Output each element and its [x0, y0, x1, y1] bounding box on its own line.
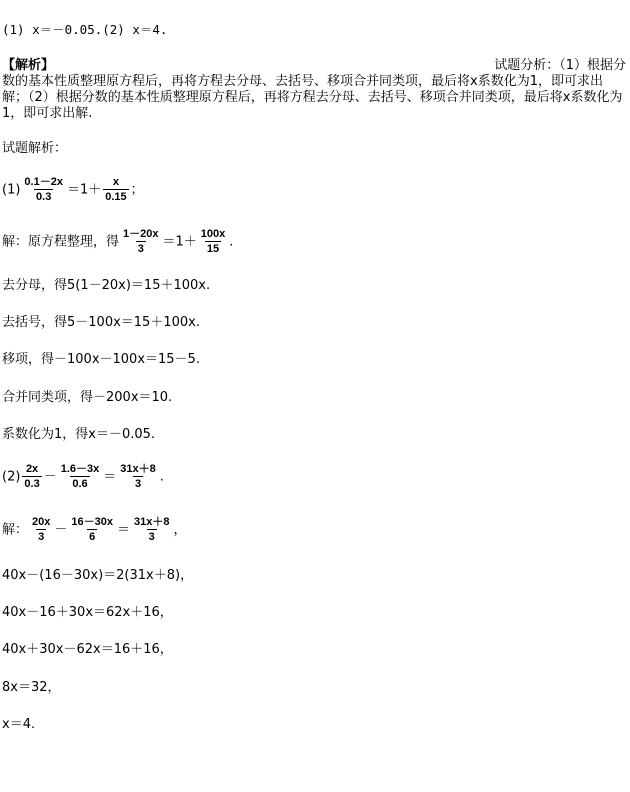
fraction-numerator: 1.6－3x: [60, 463, 100, 475]
part2-fraction-a: [22, 463, 41, 491]
part1-step: 合并同类项，得－200x＝10.: [2, 390, 173, 405]
fraction-denominator: 0.3: [36, 191, 52, 203]
part1-step: 移项，得－100x－100x＝15－5.: [2, 352, 200, 367]
part2-end: .: [159, 469, 164, 485]
part1-fraction-d: [199, 228, 227, 256]
part2-fraction-b: [59, 463, 102, 491]
part1-step: 系数化为1，得x＝－0.05.: [2, 427, 156, 442]
part2-step: 40x＋30x－62x＝16＋16，: [2, 642, 173, 657]
part2-fraction-e: [69, 516, 115, 544]
part1-solution-start: [2, 228, 233, 256]
part1-sol-mid: ＝1＋: [162, 234, 197, 250]
part1-end: ；: [130, 182, 144, 198]
analysis-body: 数的基本性质整理原方程后，再将方程去分母、去括号、移项合并同类项，最后将x系数化为1，即可求出解；（2）根据分数的基本性质整理原方程后，再将方程去分母、去括号、移项合并同类项，最后将x系数化为1，即可求出解.: [2, 74, 623, 121]
part1-step: 去括号，得5－100x＝15＋100x.: [2, 315, 200, 330]
part2-step: x＝4.: [2, 717, 36, 732]
part1-label: (1): [2, 182, 21, 198]
fraction-numerator: 31x＋8: [134, 516, 170, 528]
part2-eq: ＝: [103, 469, 117, 485]
part2-solution-start: [2, 516, 187, 544]
part1-fraction-a: [22, 176, 65, 204]
part1-sol-prefix: 解：原方程整理，得: [2, 234, 120, 250]
fraction-numerator: 2x: [25, 463, 39, 475]
analysis-paragraph: [2, 58, 626, 122]
part2-step: 40x－(16－30x)＝2(31x＋8)，: [2, 568, 194, 583]
fraction-numerator: 16－30x: [71, 516, 113, 528]
part2-sol-prefix: 解：: [2, 522, 29, 538]
part1-fraction-c: [121, 228, 160, 256]
part2-label: (2): [2, 469, 21, 485]
part2-sol-end: ，: [173, 522, 187, 538]
analysis-heading: 【解析】: [2, 58, 55, 73]
fraction-denominator: 0.6: [72, 478, 88, 490]
fraction-denominator: 3: [38, 531, 45, 543]
part2-step: 40x－16＋30x＝62x＋16，: [2, 605, 173, 620]
fraction-denominator: 3: [134, 478, 142, 490]
part1-mid: ＝1＋: [66, 182, 102, 198]
part2-equation: [2, 463, 164, 491]
part2-step: 8x＝32，: [2, 680, 61, 695]
part1-fraction-b: [103, 176, 128, 204]
part2-sol-eq: ＝: [116, 522, 130, 538]
analysis-lead: 试题分析：（1）根据分: [494, 58, 626, 73]
fraction-denominator: 0.15: [105, 191, 127, 203]
fraction-numerator: 20x: [32, 516, 51, 528]
solution-title: 试题解析：: [2, 141, 68, 156]
fraction-denominator: 3: [137, 243, 144, 255]
part2-fraction-f: [132, 516, 171, 544]
answer-line: (1) x＝－0.05.(2) x＝4.: [2, 22, 168, 37]
fraction-denominator: 3: [148, 531, 155, 543]
part2-minus: －: [43, 469, 57, 485]
part1-equation: [2, 176, 144, 204]
fraction-numerator: 31x＋8: [120, 463, 156, 475]
part1-sol-end: .: [229, 234, 234, 250]
part2-fraction-d: [30, 516, 52, 544]
fraction-denominator: 15: [206, 243, 220, 255]
fraction-numerator: 1－20x: [123, 228, 159, 240]
fraction-numerator: 0.1－2x: [24, 176, 63, 188]
fraction-denominator: 6: [89, 531, 96, 543]
fraction-numerator: 100x: [200, 228, 226, 240]
part2-fraction-c: [118, 463, 157, 491]
fraction-numerator: x: [112, 176, 119, 188]
fraction-denominator: 0.3: [24, 478, 40, 490]
part2-sol-minus: －: [54, 522, 68, 538]
part1-step: 去分母，得5(1－20x)＝15＋100x.: [2, 278, 211, 293]
